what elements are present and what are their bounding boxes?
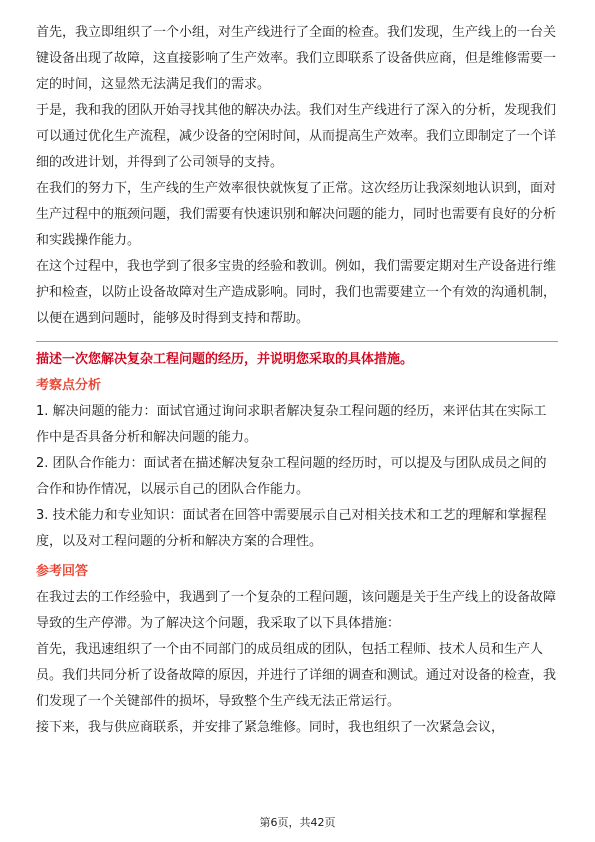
answer-paragraph: 首先，我迅速组织了一个由不同部门的成员组成的团队，包括工程师、技术人员和生产人员。我们共同分析了设备故障的原因，并进行了详细的调查和测试。通过对设备的检查，我们发现了一个关键部件的损坏，导致整个生产线无法正常运行。	[36, 642, 557, 709]
answer-paragraph: 接下来，我与供应商联系，并安排了紧急维修。同时，我也组织了一次紧急会议，	[36, 720, 505, 735]
answer-paragraph: 在我过去的工作经验中，我遇到了一个复杂的工程问题，该问题是关于生产线上的设备故障导致的生产停滞。为了解决这个问题，我采取了以下具体措施：	[36, 590, 557, 631]
page-content	[36, 20, 558, 741]
analysis-item: 3. 技术能力和专业知识：面试者在回答中需要展示自己对相关技术和工艺的理解和掌握程度，以及对工程问题的分析和解决方案的合理性。	[36, 508, 547, 549]
answer-label: 参考回答	[36, 564, 89, 579]
body-paragraph: 首先，我立即组织了一个小组，对生产线进行了全面的检查。我们发现，生产线上的一台关键设备出现了故障，这直接影响了生产效率。我们立即联系了设备供应商，但是维修需要一定的时间，这显然无法满足我们的需求。	[36, 25, 557, 92]
body-paragraph: 在我们的努力下，生产线的生产效率很快就恢复了正常。这次经历让我深刻地认识到，面对生产过程中的瓶颈问题，我们需要有快速识别和解决问题的能力，同时也需要有良好的分析和实践操作能力。	[36, 181, 557, 248]
body-paragraph: 在这个过程中，我也学到了很多宝贵的经验和教训。例如，我们需要定期对生产设备进行维护和检查，以防止设备故障对生产造成影响。同时，我们也需要建立一个有效的沟通机制，以便在遇到问题时，能够及时得到支持和帮助。	[36, 259, 557, 326]
analysis-item: 1. 解决问题的能力：面试官通过询问求职者解决复杂工程问题的经历，来评估其在实际工作中是否具备分析和解决问题的能力。	[36, 404, 547, 445]
question-heading: 描述一次您解决复杂工程问题的经历，并说明您采取的具体措施。	[36, 352, 414, 367]
page-footer: 第6页，共42页	[259, 816, 336, 829]
analysis-item: 2. 团队合作能力：面试者在描述解决复杂工程问题的经历时，可以提及与团队成员之间的合作和协作情况，以展示自己的团队合作能力。	[36, 456, 547, 497]
analysis-label: 考察点分析	[36, 378, 102, 393]
body-paragraph: 于是，我和我的团队开始寻找其他的解决办法。我们对生产线进行了深入的分析，发现我们可以通过优化生产流程，减少设备的空闲时间，从而提高生产效率。我们立即制定了一个详细的改进计划，并得到了公司领导的支持。	[36, 103, 557, 170]
section-divider	[36, 341, 558, 342]
